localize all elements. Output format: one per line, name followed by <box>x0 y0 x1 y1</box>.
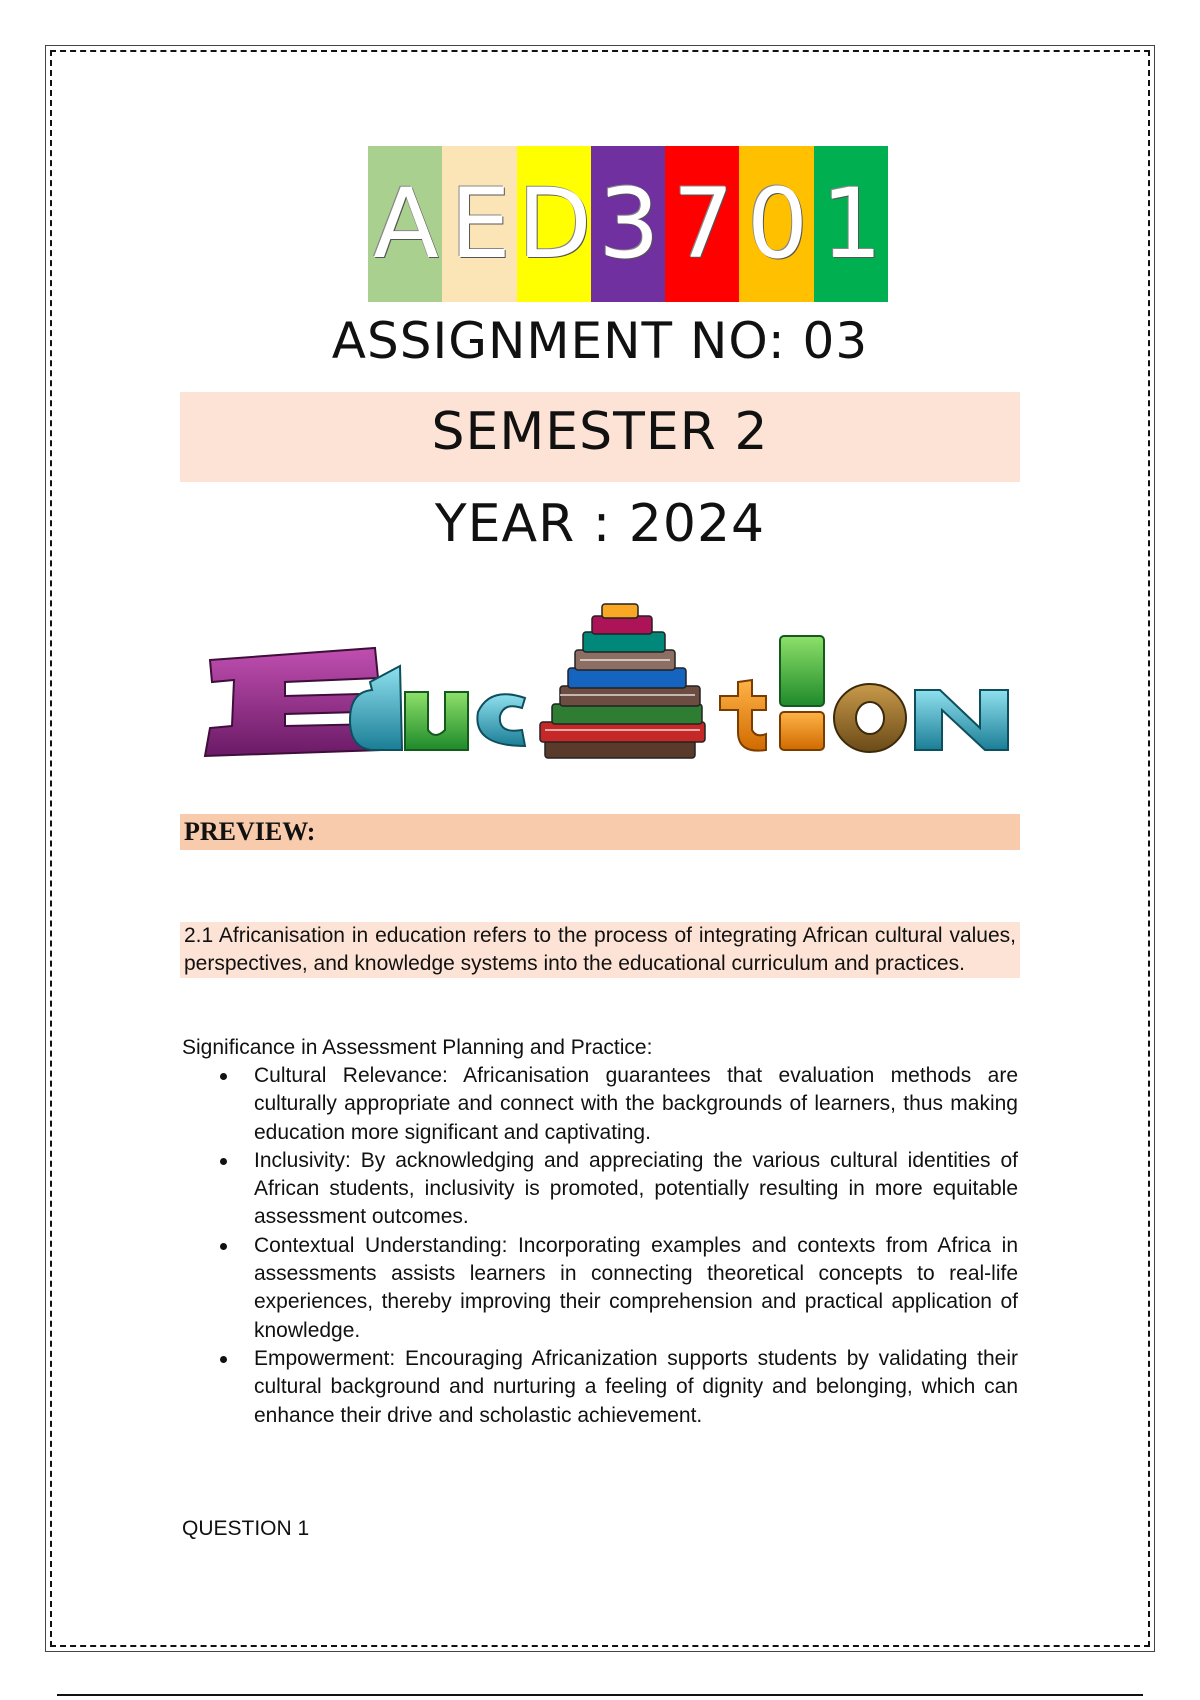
course-code-letter: 7 <box>665 146 739 302</box>
semester-title: SEMESTER 2 <box>431 402 769 462</box>
assignment-number: ASSIGNMENT NO: 03 <box>331 312 869 370</box>
preview-heading: PREVIEW: <box>180 814 1020 850</box>
bottom-rule <box>57 1694 1143 1696</box>
intro-paragraph: 2.1 Africanisation in education refers to the process of integrating African cultural values, perspectives, and knowledge systems into the educational curriculum and practices. <box>180 922 1020 978</box>
course-code-letter: D <box>517 146 591 302</box>
bullet-icon <box>220 1073 227 1080</box>
list-item <box>182 1232 1018 1345</box>
significance-list <box>182 1062 1018 1430</box>
significance-heading: Significance in Assessment Planning and Practice: <box>182 1036 653 1059</box>
list-item <box>182 1147 1018 1232</box>
list-item <box>182 1062 1018 1147</box>
question-label: QUESTION 1 <box>182 1517 310 1540</box>
list-item-text: Inclusivity: By acknowledging and appreciating the various cultural identities of African students, inclusivity is promoted, potentially resulting in more equitable assessment outcomes. <box>254 1148 1018 1229</box>
year-title: YEAR : 2024 <box>434 494 766 554</box>
bullet-icon <box>220 1356 227 1363</box>
course-code-letter: E <box>442 146 516 302</box>
course-code-letter: 3 <box>591 146 665 302</box>
course-code-letter: 0 <box>739 146 813 302</box>
course-code-letter: A <box>368 146 442 302</box>
book-stack-shape <box>540 604 705 758</box>
course-code-letter: 1 <box>814 146 888 302</box>
bullet-icon <box>220 1158 227 1165</box>
list-item <box>182 1345 1018 1430</box>
bullet-icon <box>220 1243 227 1250</box>
list-item-text: Contextual Understanding: Incorporating examples and contexts from Africa in assessments assists learners in connecting theoretical concepts to real-life experiences, thereby improving their comprehension and practical application of knowledge. <box>254 1233 1018 1342</box>
course-code-banner <box>368 146 888 302</box>
list-item-text: Empowerment: Encouraging Africanization supports students by validating their cultural background and nurturing a feeling of dignity and belonging, which can enhance their drive and scholastic achievement. <box>254 1346 1018 1427</box>
education-artwork <box>200 600 1070 770</box>
list-item-text: Cultural Relevance: Africanisation guarantees that evaluation methods are culturally appropriate and connect with the backgrounds of learners, thus making education more significant and captivating. <box>254 1064 1018 1144</box>
